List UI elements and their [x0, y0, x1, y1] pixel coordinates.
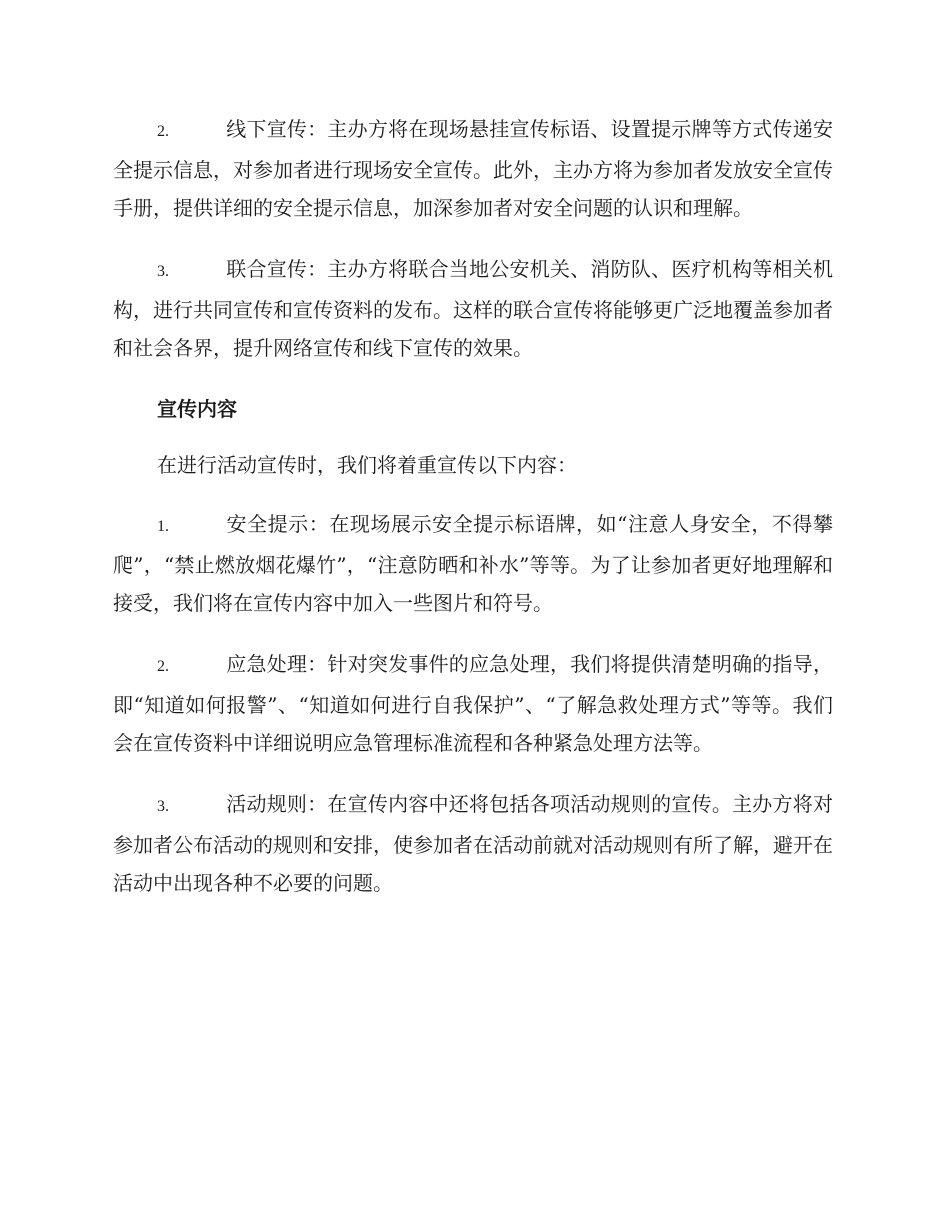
list-item	[113, 110, 833, 227]
list-item-text: 线下宣传：主办方将在现场悬挂宣传标语、设置提示牌等方式传递安全提示信息，对参加者进行现场安全宣传。此外，主办方将为参加者发放安全宣传手册，提供详细的安全提示信息，加深参加者对安全问题的认识和理解。	[113, 117, 833, 220]
intro-paragraph: 在进行活动宣传时，我们将着重宣传以下内容：	[157, 453, 577, 477]
list-item-number: 1.	[157, 518, 169, 535]
list-item-text: 应急处理：针对突发事件的应急处理，我们将提供清楚明确的指导，即“知道如何报警”、“知道如何进行自我保护”、“了解急救处理方式”等等。我们会在宣传资料中详细说明应急管理标准流程和各种紧急处理方法等。	[113, 652, 833, 755]
list-item-number: 3.	[157, 798, 169, 815]
list-item-number: 2.	[157, 123, 169, 140]
document-page	[113, 110, 833, 925]
list-item-number: 2.	[157, 658, 169, 675]
list-item-text: 活动规则：在宣传内容中还将包括各项活动规则的宣传。主办方将对参加者公布活动的规则和安排，使参加者在活动前就对活动规则有所了解，避开在活动中出现各种不必要的问题。	[113, 792, 833, 895]
list-item	[113, 250, 833, 367]
list-item-number: 3.	[157, 263, 169, 280]
section-heading: 宣传内容	[157, 397, 237, 421]
list-item	[113, 785, 833, 902]
list-item-text: 联合宣传：主办方将联合当地公安机关、消防队、医疗机构等相关机构，进行共同宣传和宣传资料的发布。这样的联合宣传将能够更广泛地覆盖参加者和社会各界，提升网络宣传和线下宣传的效果。	[113, 257, 833, 360]
list-item-text: 安全提示：在现场展示安全提示标语牌，如“注意人身安全，不得攀爬”，“禁止燃放烟花爆竹”，“注意防晒和补水”等等。为了让参加者更好地理解和接受，我们将在宣传内容中加入一些图片和符号。	[113, 512, 833, 615]
list-item	[113, 505, 833, 622]
list-item	[113, 645, 833, 762]
